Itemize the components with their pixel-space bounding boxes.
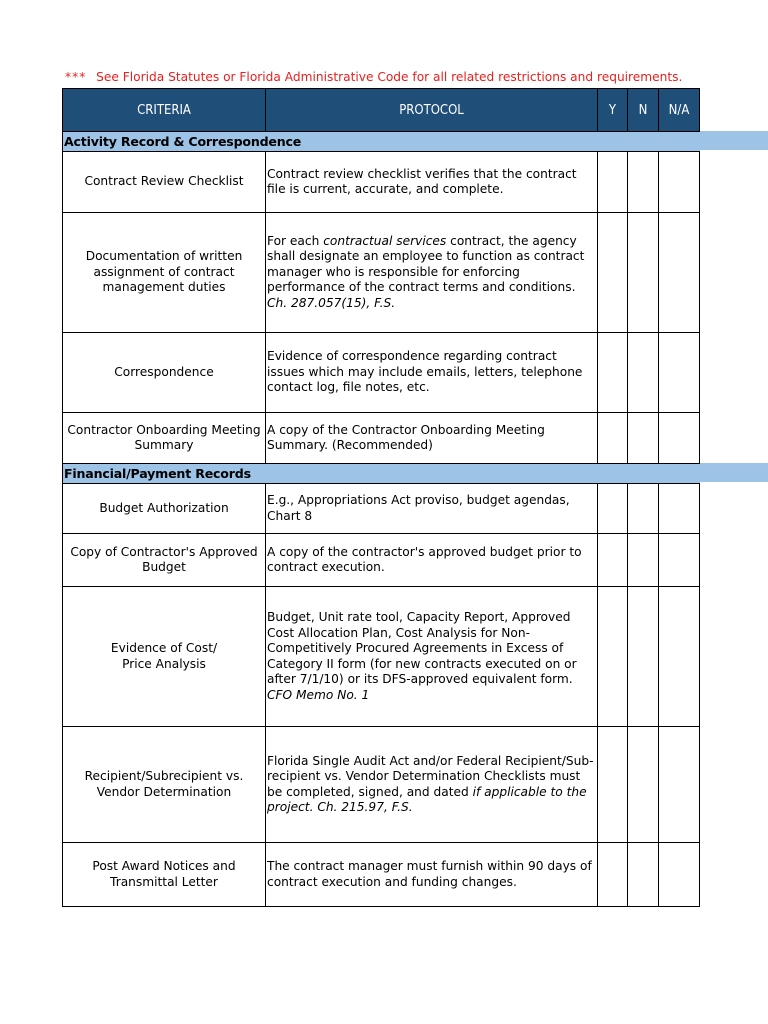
- na-checkbox-cell[interactable]: [659, 843, 700, 907]
- header-na: N/A: [659, 89, 700, 132]
- na-checkbox-cell[interactable]: [659, 534, 700, 587]
- criteria-cell: [63, 587, 266, 727]
- n-checkbox-cell[interactable]: [628, 587, 659, 727]
- protocol-cell: Contract review checklist verifies that the contract file is current, accurate, and complete.: [266, 152, 598, 213]
- na-checkbox-cell[interactable]: [659, 587, 700, 727]
- criteria-cell: Recipient/Subrecipient vs. Vendor Determination: [63, 727, 266, 843]
- table-row: [63, 333, 700, 413]
- y-checkbox-cell[interactable]: [598, 333, 628, 413]
- section-band-extension: [699, 131, 768, 150]
- n-checkbox-cell[interactable]: [628, 534, 659, 587]
- y-checkbox-cell[interactable]: [598, 484, 628, 534]
- n-checkbox-cell[interactable]: [628, 413, 659, 464]
- na-checkbox-cell[interactable]: [659, 213, 700, 333]
- section-band-extension: [699, 463, 768, 482]
- protocol-cell: A copy of the Contractor Onboarding Meeting Summary. (Recommended): [266, 413, 598, 464]
- table-row: [63, 213, 700, 333]
- table-row: [63, 413, 700, 464]
- criteria-cell: Documentation of written assignment of contract management duties: [63, 213, 266, 333]
- y-checkbox-cell[interactable]: [598, 843, 628, 907]
- na-checkbox-cell[interactable]: [659, 333, 700, 413]
- protocol-citation: if applicable to the project. Ch. 215.97, F.S.: [267, 784, 587, 814]
- criteria-line: Price Analysis: [122, 656, 206, 671]
- criteria-cell: Contractor Onboarding Meeting Summary: [63, 413, 266, 464]
- section-row: [63, 464, 700, 484]
- protocol-text: contract, the agency shall designate an employee to function as contract manager who is responsible for enforcing performance of the contract terms and conditions.: [267, 233, 585, 295]
- protocol-text: Florida Single Audit Act and/or Federal Recipient/Sub-recipient vs. Vendor Determination Checklists must be completed, signed, and dated: [267, 753, 594, 799]
- header-row: [63, 89, 700, 132]
- n-checkbox-cell[interactable]: [628, 213, 659, 333]
- table-row: [63, 587, 700, 727]
- table-row: [63, 843, 700, 907]
- header-protocol: PROTOCOL: [266, 89, 598, 132]
- protocol-text: For each: [267, 233, 324, 248]
- y-checkbox-cell[interactable]: [598, 152, 628, 213]
- na-checkbox-cell[interactable]: [659, 152, 700, 213]
- protocol-cell: Evidence of correspondence regarding contract issues which may include emails, letters, telephone contact log, file notes, etc.: [266, 333, 598, 413]
- notice-banner: [65, 70, 765, 84]
- criteria-cell: Contract Review Checklist: [63, 152, 266, 213]
- y-checkbox-cell[interactable]: [598, 534, 628, 587]
- n-checkbox-cell[interactable]: [628, 152, 659, 213]
- n-checkbox-cell[interactable]: [628, 727, 659, 843]
- criteria-cell: Correspondence: [63, 333, 266, 413]
- protocol-cell: [266, 727, 598, 843]
- na-checkbox-cell[interactable]: [659, 727, 700, 843]
- na-checkbox-cell[interactable]: [659, 484, 700, 534]
- checklist-table: [62, 88, 700, 907]
- y-checkbox-cell[interactable]: [598, 213, 628, 333]
- y-checkbox-cell[interactable]: [598, 413, 628, 464]
- notice-text: See Florida Statutes or Florida Administrative Code for all related restrictions and requirements.: [96, 70, 683, 84]
- criteria-cell: Copy of Contractor's Approved Budget: [63, 534, 266, 587]
- header-y: Y: [598, 89, 628, 132]
- protocol-cell: [266, 587, 598, 727]
- na-checkbox-cell[interactable]: [659, 413, 700, 464]
- table-row: [63, 152, 700, 213]
- section-title: Financial/Payment Records: [63, 464, 700, 484]
- table-row: [63, 534, 700, 587]
- header-criteria: CRITERIA: [63, 89, 266, 132]
- protocol-emphasis: contractual services: [323, 233, 447, 248]
- table-row: [63, 727, 700, 843]
- protocol-cell: A copy of the contractor's approved budget prior to contract execution.: [266, 534, 598, 587]
- criteria-line: Evidence of Cost/: [110, 641, 218, 655]
- protocol-cell: E.g., Appropriations Act proviso, budget agendas, Chart 8: [266, 484, 598, 534]
- protocol-cell: [266, 213, 598, 333]
- n-checkbox-cell[interactable]: [628, 843, 659, 907]
- y-checkbox-cell[interactable]: [598, 727, 628, 843]
- section-row: [63, 132, 700, 152]
- section-title: Activity Record & Correspondence: [63, 132, 700, 152]
- criteria-cell: Post Award Notices and Transmittal Letter: [63, 843, 266, 907]
- protocol-citation: Ch. 287.057(15), F.S.: [267, 295, 396, 310]
- protocol-cell: The contract manager must furnish within 90 days of contract execution and funding changes.: [266, 843, 598, 907]
- table-row: [63, 484, 700, 534]
- protocol-text: Budget, Unit rate tool, Capacity Report, Approved Cost Allocation Plan, Cost Analysis for Non-Competitively Procured Agreements in Excess of Category II form (for new contracts executed on or after 7/1/10) or its DFS-approved equivalent form.: [267, 610, 577, 686]
- n-checkbox-cell[interactable]: [628, 333, 659, 413]
- notice-stars: ***: [65, 70, 87, 84]
- y-checkbox-cell[interactable]: [598, 587, 628, 727]
- protocol-citation: CFO Memo No. 1: [267, 687, 370, 702]
- n-checkbox-cell[interactable]: [628, 484, 659, 534]
- criteria-cell: Budget Authorization: [63, 484, 266, 534]
- header-n: N: [628, 89, 659, 132]
